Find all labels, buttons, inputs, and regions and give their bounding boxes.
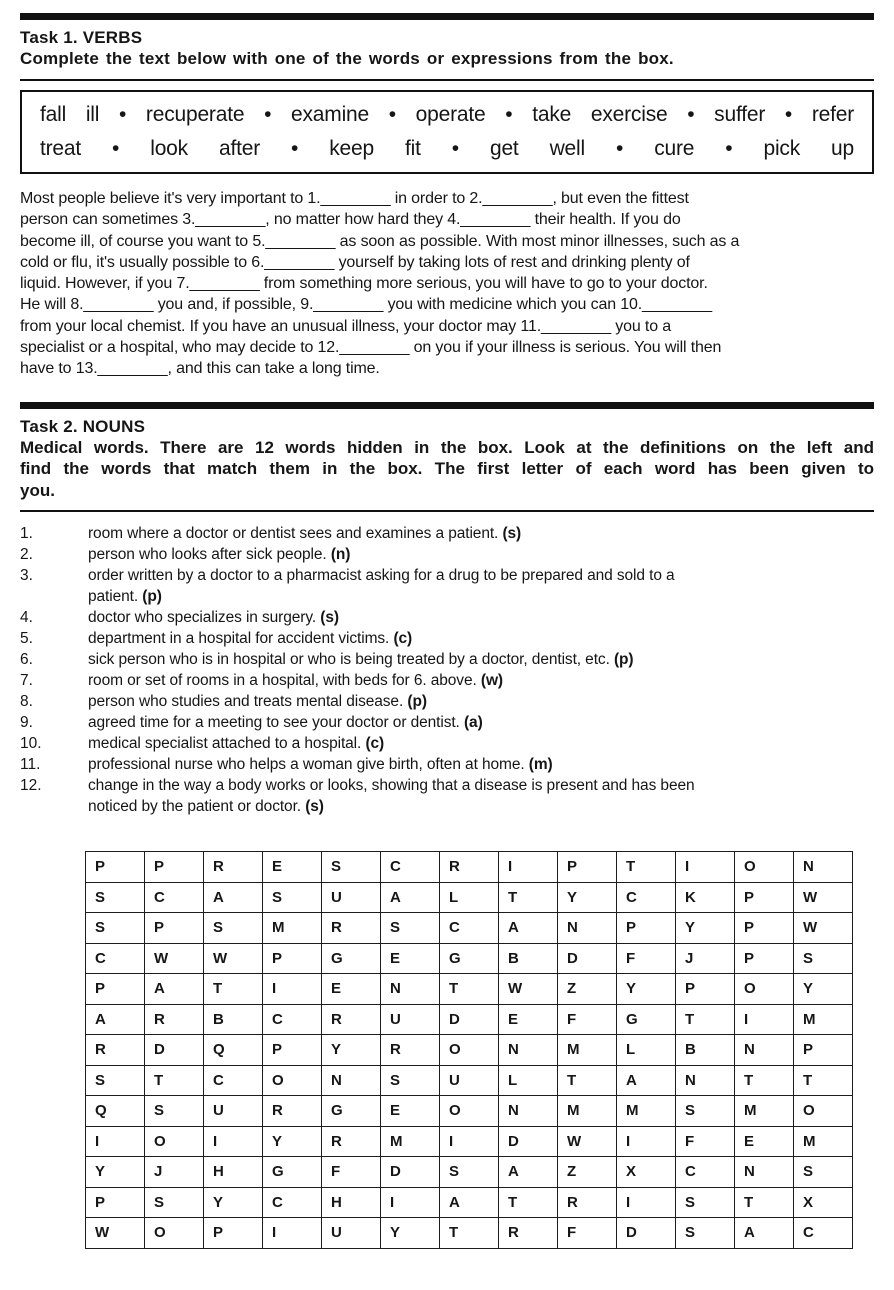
grid-cell: A xyxy=(381,882,440,913)
grid-cell: P xyxy=(86,974,145,1005)
definition-line: room or set of rooms in a hospital, with beds for 6. above. (w) xyxy=(88,672,503,690)
definition-text xyxy=(88,670,816,691)
grid-cell: Q xyxy=(204,1035,263,1066)
grid-cell: D xyxy=(145,1035,204,1066)
grid-cell: C xyxy=(676,1157,735,1188)
grid-cell: Y xyxy=(86,1157,145,1188)
grid-cell: Z xyxy=(558,1157,617,1188)
grid-cell: T xyxy=(794,1065,853,1096)
definition-item xyxy=(20,691,874,712)
first-letter-hint: (m) xyxy=(528,756,553,774)
grid-cell: N xyxy=(499,1096,558,1127)
grid-cell: P xyxy=(558,852,617,883)
grid-cell: T xyxy=(499,882,558,913)
grid-cell: P xyxy=(86,852,145,883)
definition-text xyxy=(88,691,816,712)
word-box-row-2: treat • look after • keep fit • get well • cure • pick up xyxy=(40,136,854,160)
grid-cell: B xyxy=(204,1004,263,1035)
grid-row xyxy=(86,1096,853,1127)
grid-cell: E xyxy=(381,943,440,974)
grid-cell: Y xyxy=(204,1187,263,1218)
divider-task1-thin xyxy=(20,79,874,81)
definition-item xyxy=(20,754,874,775)
grid-cell: W xyxy=(499,974,558,1005)
grid-cell: Y xyxy=(381,1218,440,1249)
definition-text xyxy=(88,775,816,817)
definition-line: department in a hospital for accident victims. (c) xyxy=(88,630,413,648)
grid-cell: Y xyxy=(263,1126,322,1157)
grid-cell: D xyxy=(440,1004,499,1035)
grid-cell: L xyxy=(440,882,499,913)
definition-text xyxy=(88,733,816,754)
grid-cell: W xyxy=(558,1126,617,1157)
first-letter-hint: (s) xyxy=(305,798,324,816)
task2-instructions xyxy=(20,437,874,502)
grid-cell: I xyxy=(499,852,558,883)
definition-line: person who looks after sick people. (n) xyxy=(88,546,351,564)
definition-number: 2. xyxy=(20,546,33,564)
definition-text xyxy=(88,607,816,628)
grid-cell: S xyxy=(676,1218,735,1249)
grid-cell: R xyxy=(558,1187,617,1218)
grid-cell: S xyxy=(381,913,440,944)
grid-cell: T xyxy=(676,1004,735,1035)
grid-cell: M xyxy=(381,1126,440,1157)
definition-number: 8. xyxy=(20,693,33,711)
grid-cell: X xyxy=(794,1187,853,1218)
definition-number: 7. xyxy=(20,672,33,690)
grid-row xyxy=(86,943,853,974)
definition-line: room where a doctor or dentist sees and examines a patient. (s) xyxy=(88,525,522,543)
definitions-list xyxy=(20,523,874,817)
grid-row xyxy=(86,1126,853,1157)
definition-item xyxy=(20,775,874,817)
grid-cell: P xyxy=(676,974,735,1005)
grid-cell: M xyxy=(558,1096,617,1127)
grid-cell: A xyxy=(499,1157,558,1188)
grid-cell: D xyxy=(499,1126,558,1157)
first-letter-hint: (c) xyxy=(393,630,413,648)
grid-cell: G xyxy=(322,1096,381,1127)
grid-cell: U xyxy=(381,1004,440,1035)
grid-cell: C xyxy=(204,1065,263,1096)
grid-cell: P xyxy=(86,1187,145,1218)
grid-cell: S xyxy=(204,913,263,944)
grid-cell: I xyxy=(263,1218,322,1249)
grid-cell: I xyxy=(617,1187,676,1218)
grid-cell: A xyxy=(145,974,204,1005)
grid-cell: G xyxy=(617,1004,676,1035)
first-letter-hint: (s) xyxy=(320,609,339,627)
grid-row xyxy=(86,913,853,944)
grid-row xyxy=(86,882,853,913)
grid-cell: I xyxy=(735,1004,794,1035)
definition-text xyxy=(88,565,816,607)
grid-cell: I xyxy=(440,1126,499,1157)
grid-cell: X xyxy=(617,1157,676,1188)
grid-cell: N xyxy=(735,1035,794,1066)
gap-fill-line: have to 13.________, and this can take a long time. xyxy=(20,360,380,378)
grid-cell: R xyxy=(86,1035,145,1066)
grid-cell: S xyxy=(440,1157,499,1188)
grid-cell: T xyxy=(204,974,263,1005)
grid-row xyxy=(86,1035,853,1066)
grid-cell: F xyxy=(558,1004,617,1035)
grid-cell: R xyxy=(322,1004,381,1035)
grid-cell: Y xyxy=(676,913,735,944)
definition-item xyxy=(20,649,874,670)
grid-cell: A xyxy=(204,882,263,913)
grid-cell: D xyxy=(617,1218,676,1249)
grid-cell: P xyxy=(145,913,204,944)
grid-cell: T xyxy=(499,1187,558,1218)
definition-item xyxy=(20,565,874,607)
grid-cell: L xyxy=(617,1035,676,1066)
grid-cell: R xyxy=(204,852,263,883)
grid-cell: T xyxy=(145,1065,204,1096)
grid-cell: I xyxy=(263,974,322,1005)
grid-cell: T xyxy=(440,974,499,1005)
grid-cell: I xyxy=(204,1126,263,1157)
grid-cell: M xyxy=(794,1126,853,1157)
grid-cell: B xyxy=(676,1035,735,1066)
grid-cell: C xyxy=(263,1187,322,1218)
grid-cell: M xyxy=(263,913,322,944)
grid-cell: O xyxy=(735,974,794,1005)
definition-number: 9. xyxy=(20,714,33,732)
grid-row xyxy=(86,1004,853,1035)
grid-cell: R xyxy=(322,1126,381,1157)
grid-cell: R xyxy=(381,1035,440,1066)
grid-cell: H xyxy=(204,1157,263,1188)
grid-cell: K xyxy=(676,882,735,913)
definition-text xyxy=(88,523,816,544)
gap-fill-line: from your local chemist. If you have an unusual illness, your doctor may 11.________ you to a xyxy=(20,317,672,335)
first-letter-hint: (p) xyxy=(142,588,162,606)
grid-cell: U xyxy=(322,1218,381,1249)
grid-cell: W xyxy=(86,1218,145,1249)
grid-cell: G xyxy=(440,943,499,974)
definition-item xyxy=(20,628,874,649)
grid-cell: R xyxy=(440,852,499,883)
definition-text xyxy=(88,712,816,733)
definition-number: 6. xyxy=(20,651,33,669)
grid-cell: M xyxy=(794,1004,853,1035)
grid-cell: O xyxy=(440,1096,499,1127)
gap-fill-line: cold or flu, it's usually possible to 6.________ yourself by taking lots of rest and drinking plenty of xyxy=(20,253,690,271)
grid-cell: H xyxy=(322,1187,381,1218)
task2-title: Task 2. NOUNS xyxy=(20,416,146,436)
grid-cell: C xyxy=(86,943,145,974)
grid-cell: E xyxy=(735,1126,794,1157)
grid-row xyxy=(86,1157,853,1188)
gap-fill-line: become ill, of course you want to 5.________ as soon as possible. With most minor illnesses, such as a xyxy=(20,232,740,250)
grid-cell: R xyxy=(263,1096,322,1127)
grid-cell: P xyxy=(735,882,794,913)
definition-text xyxy=(88,544,816,565)
grid-cell: J xyxy=(676,943,735,974)
grid-cell: D xyxy=(381,1157,440,1188)
first-letter-hint: (a) xyxy=(464,714,483,732)
definition-line: professional nurse who helps a woman give birth, often at home. (m) xyxy=(88,756,553,774)
definition-text xyxy=(88,754,816,775)
divider-top-thick xyxy=(20,13,874,20)
grid-cell: M xyxy=(735,1096,794,1127)
grid-cell: P xyxy=(145,852,204,883)
grid-cell: P xyxy=(735,943,794,974)
grid-cell: T xyxy=(617,852,676,883)
grid-cell: S xyxy=(794,1157,853,1188)
grid-cell: O xyxy=(145,1218,204,1249)
grid-cell: F xyxy=(322,1157,381,1188)
grid-cell: T xyxy=(440,1218,499,1249)
grid-cell: N xyxy=(676,1065,735,1096)
grid-cell: S xyxy=(676,1187,735,1218)
grid-cell: W xyxy=(204,943,263,974)
definition-text xyxy=(88,649,816,670)
first-letter-hint: (w) xyxy=(480,672,503,690)
first-letter-hint: (n) xyxy=(330,546,351,564)
grid-cell: O xyxy=(440,1035,499,1066)
definition-number: 11. xyxy=(20,756,41,774)
grid-cell: Y xyxy=(322,1035,381,1066)
gap-fill-line: Most people believe it's very important to 1.________ in order to 2.________, but even the fittest xyxy=(20,190,689,207)
divider-task2-thin xyxy=(20,510,874,512)
grid-cell: N xyxy=(381,974,440,1005)
definition-number: 5. xyxy=(20,630,33,648)
grid-cell: O xyxy=(735,852,794,883)
definition-number: 12. xyxy=(20,777,42,795)
grid-cell: C xyxy=(617,882,676,913)
grid-cell: P xyxy=(263,943,322,974)
grid-cell: M xyxy=(617,1096,676,1127)
grid-cell: N xyxy=(735,1157,794,1188)
definition-line: noticed by the patient or doctor. (s) xyxy=(88,798,324,816)
word-search-grid xyxy=(85,851,853,1249)
grid-cell: C xyxy=(263,1004,322,1035)
grid-cell: P xyxy=(617,913,676,944)
grid-cell: Y xyxy=(794,974,853,1005)
first-letter-hint: (p) xyxy=(614,651,634,669)
grid-row xyxy=(86,1218,853,1249)
grid-cell: O xyxy=(145,1126,204,1157)
grid-cell: Y xyxy=(617,974,676,1005)
task2-instructions-line: Medical words. There are 12 words hidden in the box. Look at the definitions on the left and xyxy=(20,437,874,457)
definition-number: 3. xyxy=(20,567,33,585)
grid-cell: R xyxy=(499,1218,558,1249)
grid-cell: S xyxy=(322,852,381,883)
grid-cell: I xyxy=(381,1187,440,1218)
task1-instructions: Complete the text below with one of the words or expressions from the box. xyxy=(20,49,674,68)
grid-cell: F xyxy=(676,1126,735,1157)
grid-cell: F xyxy=(558,1218,617,1249)
grid-cell: S xyxy=(381,1065,440,1096)
grid-cell: J xyxy=(145,1157,204,1188)
definition-line: order written by a doctor to a pharmacist asking for a drug to be prepared and sold to a xyxy=(88,567,675,585)
gap-fill-line: He will 8.________ you and, if possible, 9.________ you with medicine which you can 10.________ xyxy=(20,296,713,314)
grid-cell: D xyxy=(558,943,617,974)
definition-line: doctor who specializes in surgery. (s) xyxy=(88,609,339,627)
definition-item xyxy=(20,733,874,754)
grid-cell: O xyxy=(794,1096,853,1127)
definition-item xyxy=(20,670,874,691)
grid-cell: T xyxy=(735,1065,794,1096)
grid-cell: I xyxy=(86,1126,145,1157)
definition-line: agreed time for a meeting to see your doctor or dentist. (a) xyxy=(88,714,483,732)
grid-row xyxy=(86,1065,853,1096)
grid-cell: P xyxy=(263,1035,322,1066)
first-letter-hint: (c) xyxy=(365,735,385,753)
definition-line: sick person who is in hospital or who is being treated by a doctor, dentist, etc. (p) xyxy=(88,651,634,669)
grid-cell: N xyxy=(499,1035,558,1066)
grid-cell: S xyxy=(263,882,322,913)
first-letter-hint: (s) xyxy=(502,525,522,543)
grid-cell: G xyxy=(322,943,381,974)
grid-cell: G xyxy=(263,1157,322,1188)
grid-cell: E xyxy=(322,974,381,1005)
definition-item xyxy=(20,544,874,565)
word-box-row-1: fall ill • recuperate • examine • operate • take exercise • suffer • refer xyxy=(40,103,854,127)
word-box xyxy=(20,90,874,174)
definition-item xyxy=(20,607,874,628)
grid-cell: P xyxy=(794,1035,853,1066)
definition-line: medical specialist attached to a hospital. (c) xyxy=(88,735,385,753)
definition-line: patient. (p) xyxy=(88,588,162,606)
grid-cell: E xyxy=(263,852,322,883)
first-letter-hint: (p) xyxy=(407,693,427,711)
grid-cell: S xyxy=(794,943,853,974)
grid-cell: C xyxy=(145,882,204,913)
grid-cell: S xyxy=(86,1065,145,1096)
definition-line: person who studies and treats mental disease. (p) xyxy=(88,693,427,711)
grid-cell: W xyxy=(145,943,204,974)
definition-line: change in the way a body works or looks, showing that a disease is present and has been xyxy=(88,777,695,795)
grid-cell: L xyxy=(499,1065,558,1096)
grid-cell: A xyxy=(440,1187,499,1218)
definition-text xyxy=(88,628,816,649)
gap-fill-line: specialist or a hospital, who may decide to 12.________ on you if your illness is serious. You will then xyxy=(20,339,722,357)
grid-cell: R xyxy=(322,913,381,944)
grid-cell: A xyxy=(86,1004,145,1035)
task1-title: Task 1. VERBS xyxy=(20,28,143,47)
grid-cell: I xyxy=(676,852,735,883)
grid-cell: E xyxy=(499,1004,558,1035)
grid-cell: O xyxy=(263,1065,322,1096)
grid-cell: S xyxy=(676,1096,735,1127)
grid-cell: T xyxy=(558,1065,617,1096)
grid-cell: C xyxy=(440,913,499,944)
grid-cell: S xyxy=(86,913,145,944)
definition-number: 10. xyxy=(20,735,42,753)
grid-cell: S xyxy=(145,1187,204,1218)
divider-task2-thick xyxy=(20,402,874,409)
grid-cell: U xyxy=(322,882,381,913)
grid-cell: U xyxy=(204,1096,263,1127)
grid-cell: B xyxy=(499,943,558,974)
task2-instructions-line: you. xyxy=(20,480,55,500)
grid-cell: U xyxy=(440,1065,499,1096)
grid-cell: N xyxy=(558,913,617,944)
gap-fill-line: liquid. However, if you 7.________ from something more serious, you will have to go to your doctor. xyxy=(20,275,708,293)
grid-cell: S xyxy=(86,882,145,913)
grid-cell: I xyxy=(617,1126,676,1157)
grid-cell: W xyxy=(794,913,853,944)
definition-number: 4. xyxy=(20,609,33,627)
grid-row xyxy=(86,1187,853,1218)
grid-row xyxy=(86,974,853,1005)
gap-fill-line: person can sometimes 3.________, no matter how hard they 4.________ their health. If you do xyxy=(20,211,681,229)
grid-cell: N xyxy=(322,1065,381,1096)
grid-cell: A xyxy=(617,1065,676,1096)
grid-cell: Y xyxy=(558,882,617,913)
grid-cell: A xyxy=(499,913,558,944)
grid-cell: C xyxy=(794,1218,853,1249)
grid-cell: F xyxy=(617,943,676,974)
grid-cell: M xyxy=(558,1035,617,1066)
grid-cell: W xyxy=(794,882,853,913)
grid-cell: Z xyxy=(558,974,617,1005)
grid-cell: Q xyxy=(86,1096,145,1127)
definition-item xyxy=(20,712,874,733)
grid-cell: A xyxy=(735,1218,794,1249)
definition-number: 1. xyxy=(20,525,33,543)
grid-cell: S xyxy=(145,1096,204,1127)
grid-cell: R xyxy=(145,1004,204,1035)
definition-item xyxy=(20,523,874,544)
grid-cell: P xyxy=(204,1218,263,1249)
gap-fill-text xyxy=(20,188,874,380)
grid-row xyxy=(86,852,853,883)
task2-instructions-line: find the words that match them in the box. The first letter of each word has been given to xyxy=(20,459,874,479)
grid-cell: C xyxy=(381,852,440,883)
grid-cell: E xyxy=(381,1096,440,1127)
grid-cell: N xyxy=(794,852,853,883)
grid-cell: P xyxy=(735,913,794,944)
grid-cell: T xyxy=(735,1187,794,1218)
